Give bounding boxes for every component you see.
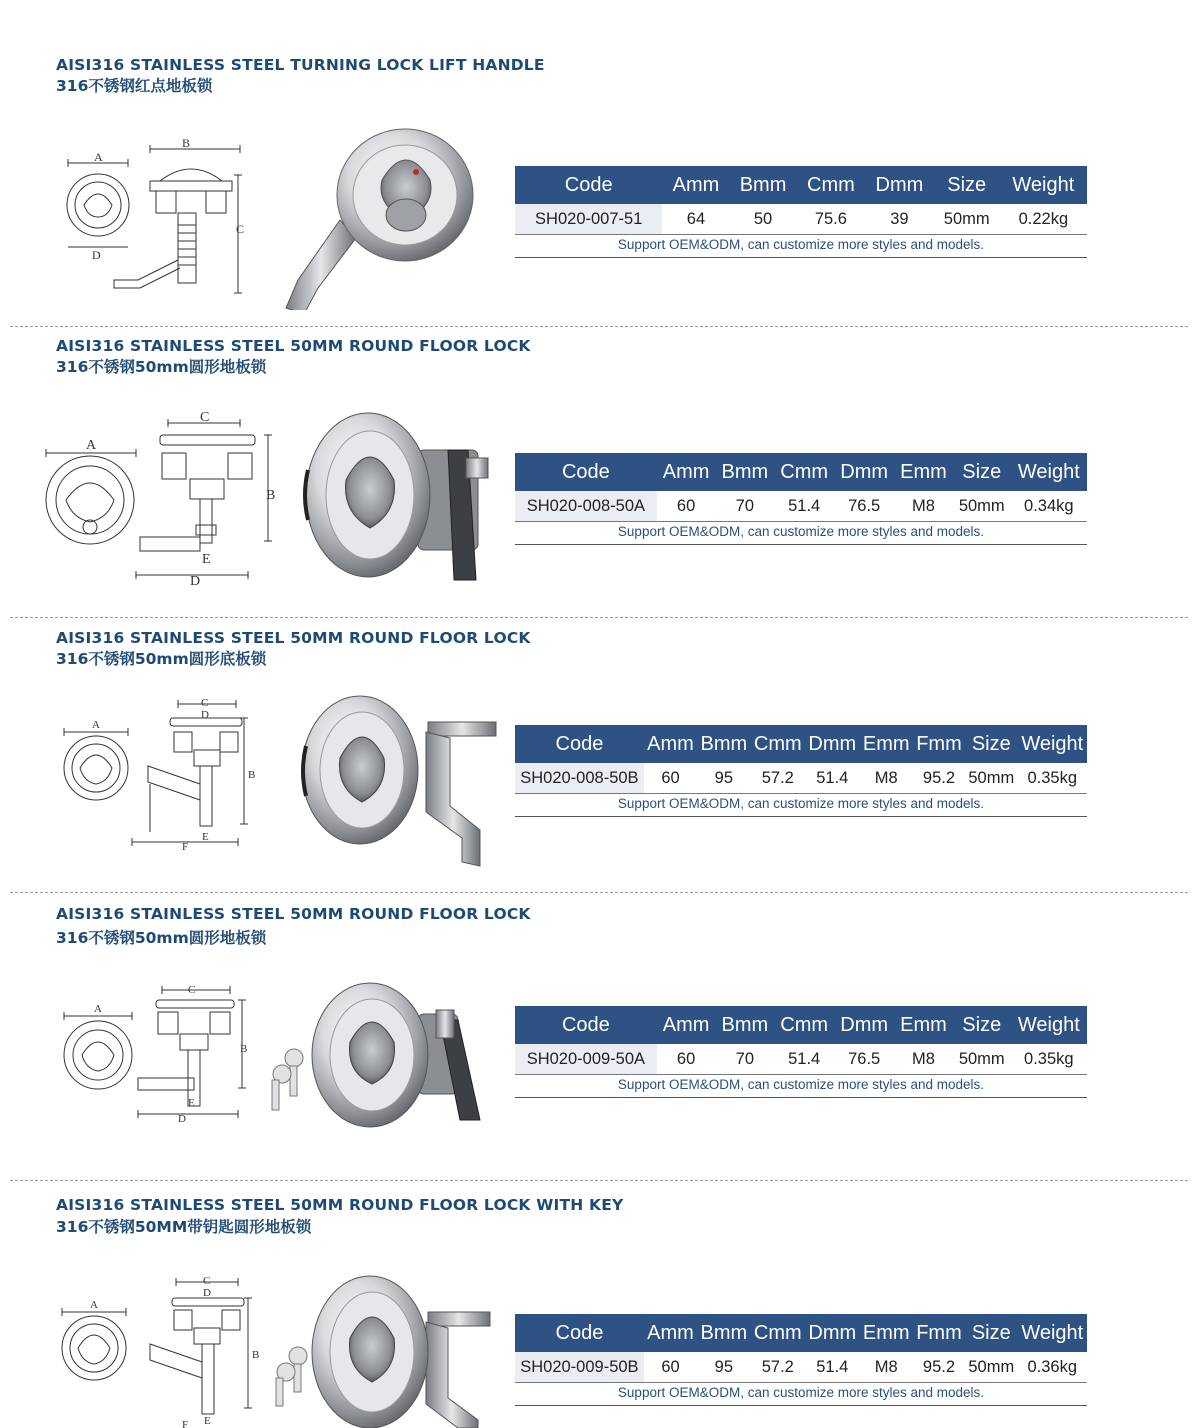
- table-header: Amm: [657, 453, 716, 491]
- table-cell: 51.4: [805, 1352, 860, 1383]
- table-cell: 51.4: [774, 491, 834, 522]
- table-header: Bmm: [697, 725, 750, 763]
- table-header: Code: [515, 1006, 657, 1044]
- product-photo: [258, 1272, 498, 1428]
- table-header: Amm: [662, 166, 729, 204]
- product-title-cn: 316不锈钢50mm圆形底板锁: [56, 650, 267, 668]
- section-divider: [10, 326, 1188, 327]
- table-cell: 0.35kg: [1011, 1044, 1087, 1075]
- table-header: Size: [965, 1314, 1017, 1352]
- table-row: [515, 763, 1087, 794]
- table-header: Dmm: [834, 453, 894, 491]
- table-row: [515, 491, 1087, 522]
- product-title-en: AISI316 STAINLESS STEEL 50MM ROUND FLOOR LOCK: [56, 629, 531, 647]
- table-cell: 57.2: [751, 763, 806, 794]
- drawing-label: A: [92, 719, 100, 731]
- product-title-cn: 316不锈钢红点地板锁: [56, 77, 213, 95]
- table-cell: 51.4: [805, 763, 860, 794]
- table-cell: M8: [894, 1044, 953, 1075]
- table-header: Size: [953, 1006, 1011, 1044]
- table-cell: 39: [865, 204, 934, 235]
- table-cell: 50: [730, 204, 797, 235]
- technical-drawing: [60, 135, 250, 297]
- technical-drawing: [40, 405, 290, 590]
- spec-table: [515, 1006, 1087, 1075]
- table-header: Fmm: [913, 1314, 965, 1352]
- table-cell: 60: [644, 1352, 697, 1383]
- drawing-label: B: [266, 488, 276, 503]
- table-header: Bmm: [730, 166, 797, 204]
- drawing-label: B: [252, 1349, 260, 1361]
- product-photo: [258, 980, 483, 1130]
- table-header: Weight: [1018, 1314, 1087, 1352]
- spec-table: [515, 725, 1087, 794]
- table-cell: 0.34kg: [1011, 491, 1087, 522]
- table-header: Fmm: [913, 725, 965, 763]
- table-cell: SH020-008-50B: [515, 763, 644, 794]
- spec-table: [515, 453, 1087, 522]
- table-header: Weight: [1018, 725, 1087, 763]
- table-cell: 76.5: [834, 491, 894, 522]
- drawing-label: B: [182, 136, 191, 150]
- table-cell: 95: [697, 763, 750, 794]
- table-header: Amm: [644, 1314, 697, 1352]
- table-cell: 0.35kg: [1018, 763, 1087, 794]
- drawing-label: B: [240, 1043, 248, 1055]
- table-header: Cmm: [751, 1314, 806, 1352]
- table-header: Emm: [894, 453, 953, 491]
- drawing-label: C: [236, 222, 245, 236]
- table-cell: 50mm: [953, 1044, 1011, 1075]
- product-photo: [298, 410, 498, 585]
- table-row: [515, 204, 1087, 235]
- table-cell: 0.22kg: [1000, 204, 1087, 235]
- table-cell: M8: [894, 491, 953, 522]
- technical-drawing: [58, 692, 268, 852]
- table-header: Code: [515, 166, 662, 204]
- table-cell: 76.5: [834, 1044, 894, 1075]
- table-cell: SH020-009-50B: [515, 1352, 644, 1383]
- drawing-label: C: [188, 984, 196, 996]
- table-header: Amm: [644, 725, 697, 763]
- table-cell: 95.2: [913, 763, 965, 794]
- table-cell: 50mm: [965, 763, 1017, 794]
- drawing-label: A: [90, 1299, 98, 1311]
- table-header: Bmm: [715, 1006, 774, 1044]
- table-cell: 60: [644, 763, 697, 794]
- section-divider: [10, 1180, 1188, 1181]
- table-cell: 51.4: [774, 1044, 834, 1075]
- table-header: Code: [515, 1314, 644, 1352]
- table-header: Dmm: [805, 725, 860, 763]
- drawing-label: C: [203, 1275, 211, 1287]
- table-row: [515, 1352, 1087, 1383]
- product-title-en: AISI316 STAINLESS STEEL 50MM ROUND FLOOR LOCK: [56, 337, 531, 355]
- table-cell: 75.6: [797, 204, 866, 235]
- table-header: Amm: [657, 1006, 716, 1044]
- table-header: Weight: [1011, 453, 1087, 491]
- table-header: Size: [953, 453, 1011, 491]
- table-header: Emm: [894, 1006, 953, 1044]
- drawing-label: A: [86, 438, 97, 453]
- oem-note: Support OEM&ODM, can customize more styles and models.: [515, 796, 1087, 817]
- technical-drawing: [56, 1268, 266, 1428]
- technical-drawing: [58, 980, 258, 1130]
- drawing-label: F: [182, 841, 189, 852]
- product-title-en: AISI316 STAINLESS STEEL 50MM ROUND FLOOR LOCK: [56, 905, 531, 923]
- table-cell: SH020-008-50A: [515, 491, 657, 522]
- section-divider: [10, 617, 1188, 618]
- table-cell: 64: [662, 204, 729, 235]
- drawing-label: D: [190, 574, 201, 589]
- drawing-label: E: [202, 552, 211, 567]
- table-cell: 70: [715, 491, 774, 522]
- table-header: Cmm: [774, 453, 834, 491]
- oem-note: Support OEM&ODM, can customize more styles and models.: [515, 1077, 1087, 1098]
- spec-table: [515, 166, 1087, 235]
- drawing-label: C: [200, 410, 210, 425]
- table-cell: M8: [860, 1352, 913, 1383]
- section-divider: [10, 892, 1188, 893]
- table-cell: 57.2: [751, 1352, 806, 1383]
- table-header: Emm: [860, 725, 913, 763]
- product-photo: [270, 125, 480, 310]
- product-title-en: AISI316 STAINLESS STEEL TURNING LOCK LIFT HANDLE: [56, 56, 545, 74]
- table-header: Cmm: [797, 166, 866, 204]
- oem-note: Support OEM&ODM, can customize more styles and models.: [515, 1385, 1087, 1406]
- table-header: Dmm: [805, 1314, 860, 1352]
- table-cell: M8: [860, 763, 913, 794]
- table-cell: SH020-009-50A: [515, 1044, 657, 1075]
- drawing-label: D: [203, 1287, 211, 1299]
- drawing-label: E: [188, 1097, 195, 1109]
- table-cell: 95.2: [913, 1352, 965, 1383]
- table-header: Dmm: [834, 1006, 894, 1044]
- table-cell: 50mm: [965, 1352, 1017, 1383]
- drawing-label: D: [178, 1113, 186, 1125]
- table-cell: 95: [697, 1352, 750, 1383]
- table-header: Cmm: [774, 1006, 834, 1044]
- product-title-en: AISI316 STAINLESS STEEL 50MM ROUND FLOOR LOCK WITH KEY: [56, 1196, 624, 1214]
- table-cell: 70: [715, 1044, 774, 1075]
- table-header: Emm: [860, 1314, 913, 1352]
- drawing-label: D: [201, 709, 209, 721]
- drawing-label: E: [204, 1415, 211, 1427]
- drawing-label: A: [94, 1003, 102, 1015]
- drawing-label: D: [92, 248, 101, 262]
- oem-note: Support OEM&ODM, can customize more styles and models.: [515, 524, 1087, 545]
- drawing-label: B: [248, 769, 256, 781]
- drawing-label: E: [202, 831, 209, 843]
- table-cell: 60: [657, 1044, 716, 1075]
- table-header: Bmm: [715, 453, 774, 491]
- table-header: Code: [515, 453, 657, 491]
- table-header: Size: [934, 166, 1000, 204]
- table-row: [515, 1044, 1087, 1075]
- product-photo: [298, 692, 503, 872]
- product-title-cn: 316不锈钢50mm圆形地板锁: [56, 929, 267, 947]
- table-header: Weight: [1011, 1006, 1087, 1044]
- table-header: Size: [965, 725, 1017, 763]
- table-cell: 0.36kg: [1018, 1352, 1087, 1383]
- table-header: Bmm: [697, 1314, 750, 1352]
- product-title-cn: 316不锈钢50MM带钥匙圆形地板锁: [56, 1218, 312, 1236]
- spec-table: [515, 1314, 1087, 1383]
- table-header: Code: [515, 725, 644, 763]
- table-header: Weight: [1000, 166, 1087, 204]
- drawing-label: F: [182, 1419, 189, 1428]
- table-cell: SH020-007-51: [515, 204, 662, 235]
- table-header: Cmm: [751, 725, 806, 763]
- table-header: Dmm: [865, 166, 934, 204]
- oem-note: Support OEM&ODM, can customize more styles and models.: [515, 237, 1087, 258]
- product-title-cn: 316不锈钢50mm圆形地板锁: [56, 358, 267, 376]
- drawing-label: A: [94, 150, 103, 164]
- table-cell: 60: [657, 491, 716, 522]
- table-cell: 50mm: [953, 491, 1011, 522]
- table-cell: 50mm: [934, 204, 1000, 235]
- drawing-label: C: [201, 697, 209, 709]
